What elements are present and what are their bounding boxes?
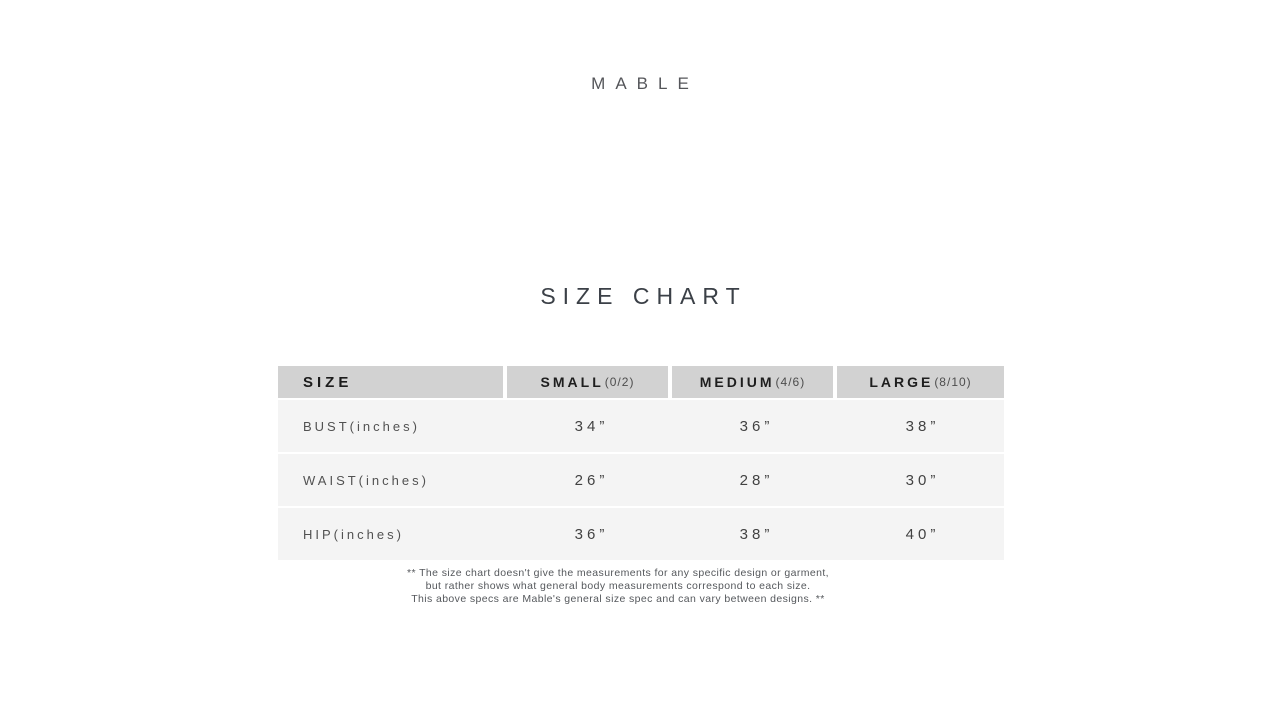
header-cell-large	[837, 366, 1004, 398]
hip-small-value: 36”	[574, 525, 609, 543]
brand-logo: MABLE	[591, 74, 699, 93]
table-row-bust	[278, 400, 1004, 452]
bust-small-value: 34”	[574, 417, 609, 435]
size-chart-footnote	[255, 567, 981, 605]
footnote-line-3: This above specs are Mable's general size spec and can vary between designs. **	[411, 592, 825, 605]
header-range-small: (0/2)	[604, 375, 635, 389]
waist-medium-value: 28”	[739, 471, 774, 489]
table-row-hip	[278, 508, 1004, 560]
table-row-waist	[278, 454, 1004, 506]
page-title: SIZE CHART	[540, 283, 747, 309]
row-label-waist: WAIST(inches)	[303, 472, 429, 488]
header-cell-size	[278, 366, 503, 398]
hip-large-value: 40”	[905, 525, 940, 543]
header-label-size: SIZE	[303, 373, 353, 391]
header-range-medium: (4/6)	[775, 375, 806, 389]
bust-medium-value: 36”	[739, 417, 774, 435]
header-range-large: (8/10)	[934, 375, 972, 389]
header-label-small: SMALL	[540, 374, 604, 390]
waist-small-value: 26”	[574, 471, 609, 489]
header-label-large: LARGE	[869, 374, 934, 390]
bust-large-value: 38”	[905, 417, 940, 435]
size-table-body	[278, 400, 1004, 560]
size-table-header-row	[278, 366, 1004, 398]
header-label-medium: MEDIUM	[699, 374, 775, 390]
header-cell-medium	[672, 366, 833, 398]
header-cell-small	[507, 366, 668, 398]
hip-medium-value: 38”	[739, 525, 774, 543]
footnote-line-1: ** The size chart doesn't give the measurements for any specific design or garment,	[407, 567, 829, 579]
row-label-bust: BUST(inches)	[303, 418, 420, 434]
footnote-line-2: but rather shows what general body measurements correspond to each size.	[425, 579, 811, 592]
waist-large-value: 30”	[905, 471, 940, 489]
row-label-hip: HIP(inches)	[303, 526, 404, 542]
size-chart-table	[278, 366, 1004, 560]
